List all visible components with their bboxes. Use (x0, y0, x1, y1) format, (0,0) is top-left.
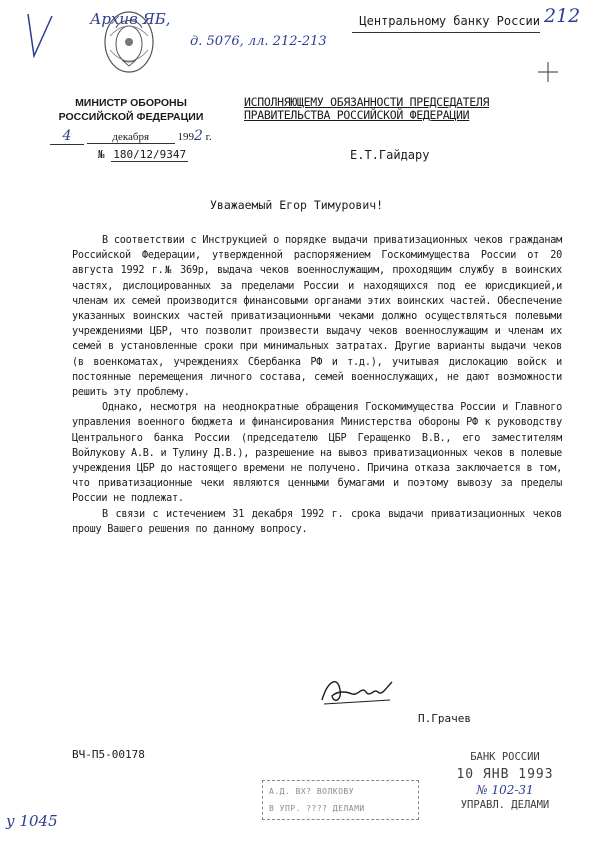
bottom-handwritten-note: у 1045 (6, 812, 58, 830)
bank-stamp-date: 10 ЯНВ 1993 (456, 767, 554, 782)
copy-recipient: Центральному банку России (352, 10, 540, 33)
document-date (50, 128, 212, 145)
faint-stamp-line1: А.Д. ВХ? ВОЛКОВУ (269, 787, 355, 796)
document-number (98, 148, 188, 161)
paragraph-1: В соответствии с Инструкцией о порядке выдачи приватизационных чеков гражданам Российской Федерации, утвержденной распоряжением Госкомимущества России от 20 августа 1992 г.№ 369р, выдача чеков военнослужащим, проходящим службу в воинских частях, дислоцированных за пределами России и находящихся под ее юрисдикцией,и членам их семей производится финансовыми органами этих воинских частей. Обеспечение указанных воинских частей приватизационными чеками должно осуществляться полевыми учреждениями ЦБР, что позволит произвести выдачу чеков военнослужащим и членам их семей в установленные сроки при минимальных затратах. Другие варианты выдачи чеков (в военкоматах, учреждениях Сбербанка РФ и т.д.), учитывая дислокацию войск и постоянные перемещения личного состава, семей военнослужащих, не дают возможности решить эту проблему. (72, 235, 562, 399)
addressee-line1: ИСПОЛНЯЮЩЕМУ ОБЯЗАННОСТИ ПРЕДСЕДАТЕЛЯ (244, 95, 490, 109)
paragraph-3: В связи с истечением 31 декабря 1992 г. срока выдачи приватизационных чеков прошу Вашего решения по данному вопросу. (72, 508, 562, 535)
addressee-line2: ПРАВИТЕЛЬСТВА РОССИЙСКОЙ ФЕДЕРАЦИИ (244, 108, 470, 122)
date-year-suffix: 2 (194, 128, 203, 144)
coat-of-arms-icon (100, 6, 158, 78)
hand-mark-icon (20, 8, 60, 68)
bank-stamp-title: БАНК РОССИИ (470, 751, 540, 763)
date-suffix: г. (205, 131, 212, 143)
paragraph-2: Однако, несмотря на неоднократные обращения Госкомимущества России и Главного управления военного бюджета и финансирования Министерства обороны РФ к руководству Центрального банка России (председателю ЦБР Геращенко В.В., его заместителям Войлукову А.В. и Тулину Д.В.), разрешение на вывоз приватизационных чеков в полевые учреждения ЦБР до настоящего времени не получено. Причина отказа заключается в том, что приватизационные чеки являются ценными бумагами и поэтому вывозу за пределы России не подлежат. (72, 402, 562, 505)
addressee-name: Е.Т.Гайдару (350, 148, 430, 162)
ministry-header (56, 96, 206, 124)
number-sign: № (98, 148, 105, 161)
archive-file-note: д. 5076, лл. 212-213 (190, 34, 327, 49)
faint-routing-stamp (262, 780, 419, 820)
ministry-line1: МИНИСТР ОБОРОНЫ (75, 97, 187, 109)
archive-note: Архив ЯБ, (90, 10, 171, 28)
number-value: 180/12/9347 (113, 148, 187, 161)
ministry-line2: РОССИЙСКОЙ ФЕДЕРАЦИИ (58, 111, 204, 123)
faint-stamp-line2: В УПР. ???? ДЕЛАМИ (269, 804, 365, 813)
date-month: декабря (87, 131, 175, 144)
bank-receipt-stamp (455, 748, 555, 814)
date-day: 4 (62, 128, 72, 144)
bank-stamp-number: № 102-31 (476, 783, 534, 797)
letter-body (72, 233, 562, 537)
reference-code: ВЧ-П5-00178 (72, 748, 145, 761)
page-mark-note: 212 (544, 5, 581, 27)
salutation: Уважаемый Егор Тимурович! (210, 198, 384, 212)
date-year-prefix: 199 (177, 131, 194, 143)
addressee-block (244, 96, 489, 122)
plus-mark-icon (536, 60, 560, 84)
signer-name: П.Грачев (418, 712, 471, 725)
signature-icon (318, 670, 398, 712)
bank-stamp-department: УПРАВЛ. ДЕЛАМИ (460, 799, 550, 811)
